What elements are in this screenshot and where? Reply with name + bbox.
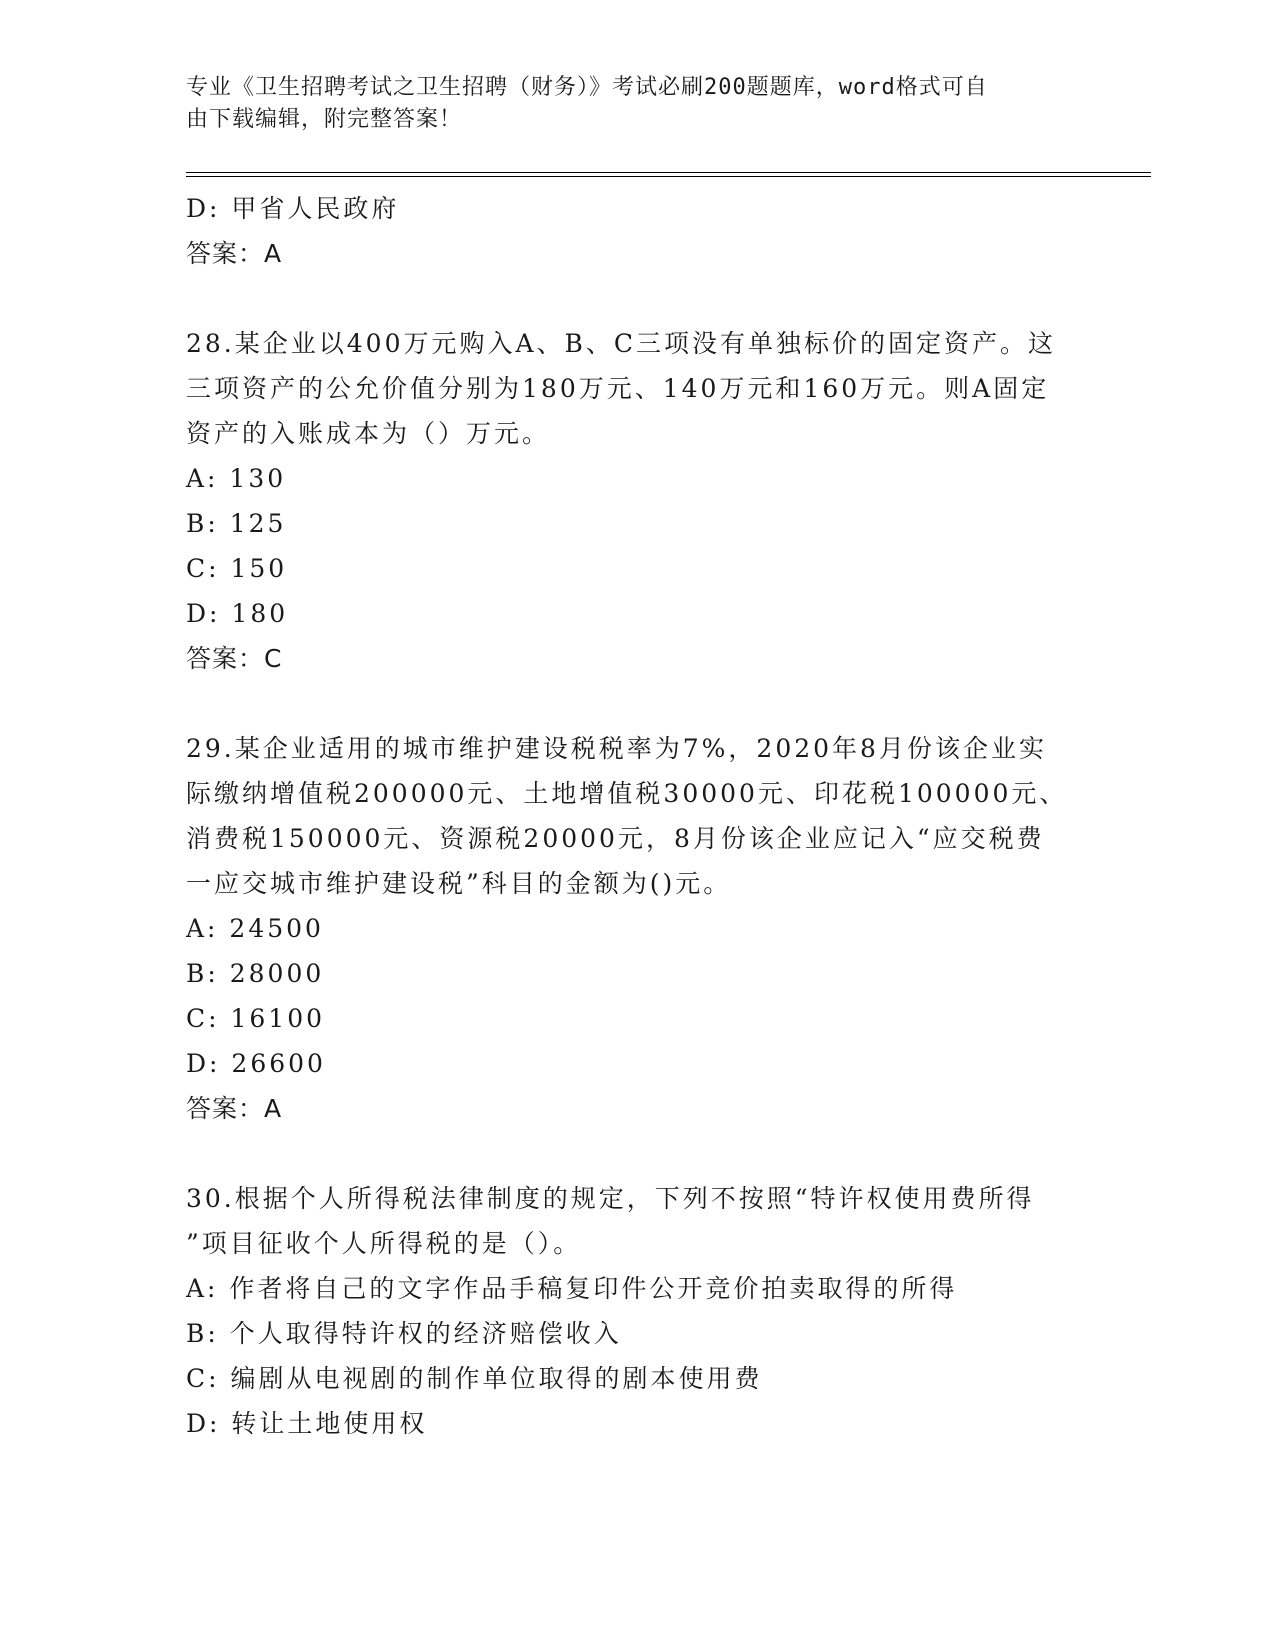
- question-text: [186, 726, 1086, 906]
- spacer: [186, 276, 1086, 321]
- option-b: B: 28000: [186, 959, 325, 988]
- header-rule-bottom: [186, 176, 1151, 177]
- option-a: A: 130: [186, 464, 287, 493]
- header-rule-top: [186, 172, 1151, 173]
- option-c: C: 150: [186, 554, 288, 583]
- option-b: B: 个人取得特许权的经济赔偿收入: [186, 1319, 622, 1348]
- question-text-line: 一应交城市维护建设税”科目的金额为()元。: [186, 869, 732, 898]
- answer: 答案：C: [186, 644, 283, 673]
- option-d: D: 转让土地使用权: [186, 1409, 428, 1438]
- prev-option-d: D: 甲省人民政府: [186, 194, 400, 223]
- header-line-1: 专业《卫生招聘考试之卫生招聘（财务）》考试必刷200题题库，word格式可自: [186, 75, 988, 100]
- question-text-line: ”项目征收个人所得税的是（）。: [186, 1229, 582, 1258]
- question-text: [186, 321, 1086, 456]
- document-content: [186, 186, 1086, 1446]
- option-a: A: 24500: [186, 914, 324, 943]
- question-text-line: 资产的入账成本为（）万元。: [186, 419, 551, 448]
- question-29: [186, 726, 1086, 1131]
- page-header: [186, 72, 1086, 136]
- option-a: A: 作者将自己的文字作品手稿复印件公开竞价拍卖取得的所得: [186, 1274, 958, 1303]
- option-d: D: 180: [186, 599, 289, 628]
- header-line-2: 由下载编辑，附完整答案！: [186, 107, 463, 132]
- option-d: D: 26600: [186, 1049, 326, 1078]
- question-text-line: 29.某企业适用的城市维护建设税税率为7%，2020年8月份该企业实: [186, 734, 1047, 763]
- prev-answer: 答案：A: [186, 239, 283, 268]
- spacer: [186, 1131, 1086, 1176]
- question-text-line: 28.某企业以400万元购入A、B、C三项没有单独标价的固定资产。这: [186, 329, 1057, 358]
- option-c: C: 编剧从电视剧的制作单位取得的剧本使用费: [186, 1364, 763, 1393]
- option-b: B: 125: [186, 509, 287, 538]
- question-text-line: 30.根据个人所得税法律制度的规定，下列不按照“特许权使用费所得: [186, 1184, 1035, 1213]
- question-30: [186, 1176, 1086, 1446]
- answer: 答案：A: [186, 1094, 283, 1123]
- question-28: [186, 321, 1086, 681]
- spacer: [186, 681, 1086, 726]
- question-text: [186, 1176, 1086, 1266]
- question-text-line: 三项资产的公允价值分别为180万元、140万元和160万元。则A固定: [186, 374, 1050, 403]
- question-text-line: 际缴纳增值税200000元、土地增值税30000元、印花税100000元、: [186, 779, 1068, 808]
- option-c: C: 16100: [186, 1004, 326, 1033]
- question-text-line: 消费税150000元、资源税20000元，8月份该企业应记入“应交税费: [186, 824, 1045, 853]
